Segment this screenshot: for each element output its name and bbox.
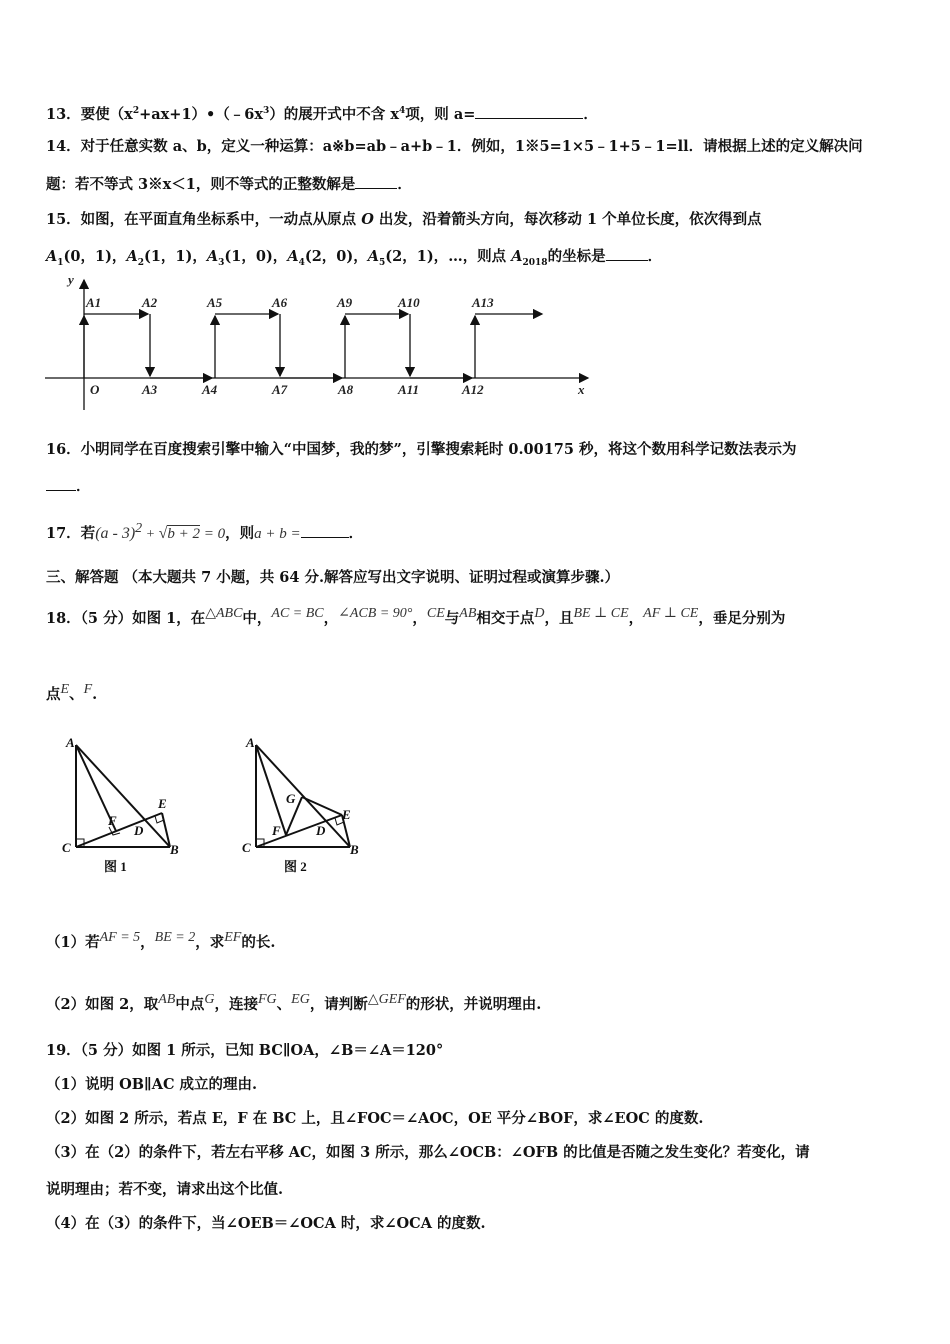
- question-16-line-2: ．: [46, 476, 91, 497]
- svg-text:A5: A5: [207, 295, 223, 310]
- svg-text:A1: A1: [86, 295, 102, 310]
- y-axis-label: y: [68, 272, 74, 287]
- svg-text:F: F: [272, 823, 281, 838]
- question-18-line-2: 点$^E$、$^F$.: [46, 682, 98, 703]
- svg-text:A11: A11: [398, 382, 419, 397]
- question-19-part-2: （2）如图 2 所示，若点 E，F 在 BC 上，且∠FOC＝∠AOC，OE 平分∠BOF，求∠EOC 的度数.: [46, 1110, 704, 1127]
- q18-figure-2: [238, 735, 368, 875]
- svg-text:A4: A4: [202, 382, 218, 397]
- svg-text:A9: A9: [337, 295, 353, 310]
- origin-label: O: [90, 382, 100, 397]
- svg-text:A8: A8: [338, 382, 354, 397]
- question-14-line-2: 题：若不等式 3※x＜1，则不等式的正整数解是 ．: [46, 176, 412, 193]
- svg-text:A: A: [66, 735, 75, 750]
- q18-figure-1: [58, 735, 188, 875]
- section-heading: 三、解答题 （本大题共 7 小题，共 64 分.解答应写出文字说明、证明过程或演算步骤.）: [46, 569, 620, 586]
- question-19-part-4: （4）在（3）的条件下，当∠OEB＝∠OCA 时，求∠OCA 的度数.: [46, 1215, 486, 1232]
- svg-text:D: D: [134, 823, 144, 838]
- svg-text:B: B: [170, 842, 179, 857]
- answer-blank: [355, 174, 397, 189]
- question-18-part-1: （1）若$^{AF = 5}$，$^{BE = 2}$，求$^{EF}$的长.: [46, 930, 276, 951]
- x-axis-label: x: [578, 382, 585, 397]
- question-19-part-3-line-2: 说明理由；若不变，请求出这个比值.: [46, 1181, 284, 1198]
- figure-1-caption: 图 1: [104, 859, 127, 874]
- svg-text:A7: A7: [272, 382, 288, 397]
- svg-text:D: D: [316, 823, 326, 838]
- question-15-line-2: $A_1(0$，1)，$A_2(1$，1)，$A_3(1$，0)，$A_4(2$，0)，$A_5(2$，1)，…，则点 $A_{2018}$的坐标是 ．: [46, 248, 663, 268]
- question-19-part-3-line-1: （3）在（2）的条件下，若左右平移 AC，如图 3 所示，那么∠OCB：∠OFB 的比值是否随之发生变化？若变化，请: [46, 1144, 810, 1161]
- svg-text:A12: A12: [462, 382, 484, 397]
- svg-text:C: C: [242, 840, 251, 855]
- question-19-part-1: （1）说明 OB∥AC 成立的理由.: [46, 1076, 258, 1093]
- svg-text:E: E: [158, 796, 167, 811]
- answer-blank: [301, 523, 349, 538]
- question-14-line-1: 14．对于任意实数 a、b，定义一种运算：a※b=ab﹣a+b﹣1．例如，1※5=1×5﹣1+5﹣1=ll．请根据上述的定义解决问: [46, 138, 863, 155]
- svg-text:A10: A10: [398, 295, 420, 310]
- question-13: 13．要使$(x^2+ax+1)•(﹣6x^3)$的展开式中不含 $x^4$项，则 a= ．: [46, 105, 598, 123]
- question-18-line-1: 18．（5 分）如图 1，在$^{\triangle ABC}$中，$^{AC = BC}$，$^{\angle ACB = 90^\circ}$，$^{CE}$与$^{AB}$相交于点$^D$，且$^{BE \perp CE}$，$^{AF \perp CE}$，垂足分别为: [46, 606, 786, 627]
- question-17: 17．若(a - 3)$^2$ + √b + 2 = 0，则a + b = ．: [46, 521, 364, 542]
- question-15-line-1: 15．如图，在平面直角坐标系中，一动点从原点 O 出发，沿着箭头方向，每次移动 1 个单位长度，依次得到点: [46, 211, 762, 228]
- figure-2-caption: 图 2: [284, 859, 307, 874]
- answer-blank: [606, 246, 648, 261]
- svg-text:F: F: [108, 813, 117, 828]
- svg-text:A2: A2: [142, 295, 158, 310]
- svg-text:C: C: [62, 840, 71, 855]
- svg-text:A3: A3: [142, 382, 158, 397]
- svg-text:A: A: [246, 735, 255, 750]
- q15-coordinate-figure: [40, 270, 600, 415]
- svg-text:A13: A13: [472, 295, 494, 310]
- question-18-part-2: （2）如图 2，取$^{AB}$中点$^G$，连接$^{FG}$、$^{EG}$，请判断$^{\triangle GEF}$的形状，并说明理由.: [46, 992, 542, 1013]
- svg-text:B: B: [350, 842, 359, 857]
- svg-text:G: G: [286, 791, 296, 806]
- svg-text:E: E: [342, 807, 351, 822]
- question-16-line-1: 16．小明同学在百度搜索引擎中输入“中国梦，我的梦”，引擎搜索耗时 0.00175 秒，将这个数用科学记数法表示为: [46, 441, 797, 458]
- answer-blank: [46, 476, 76, 491]
- svg-text:A6: A6: [272, 295, 288, 310]
- answer-blank: [475, 104, 583, 119]
- question-19-line-1: 19．（5 分）如图 1 所示，已知 BC∥OA，∠B＝∠A＝120°: [46, 1042, 444, 1059]
